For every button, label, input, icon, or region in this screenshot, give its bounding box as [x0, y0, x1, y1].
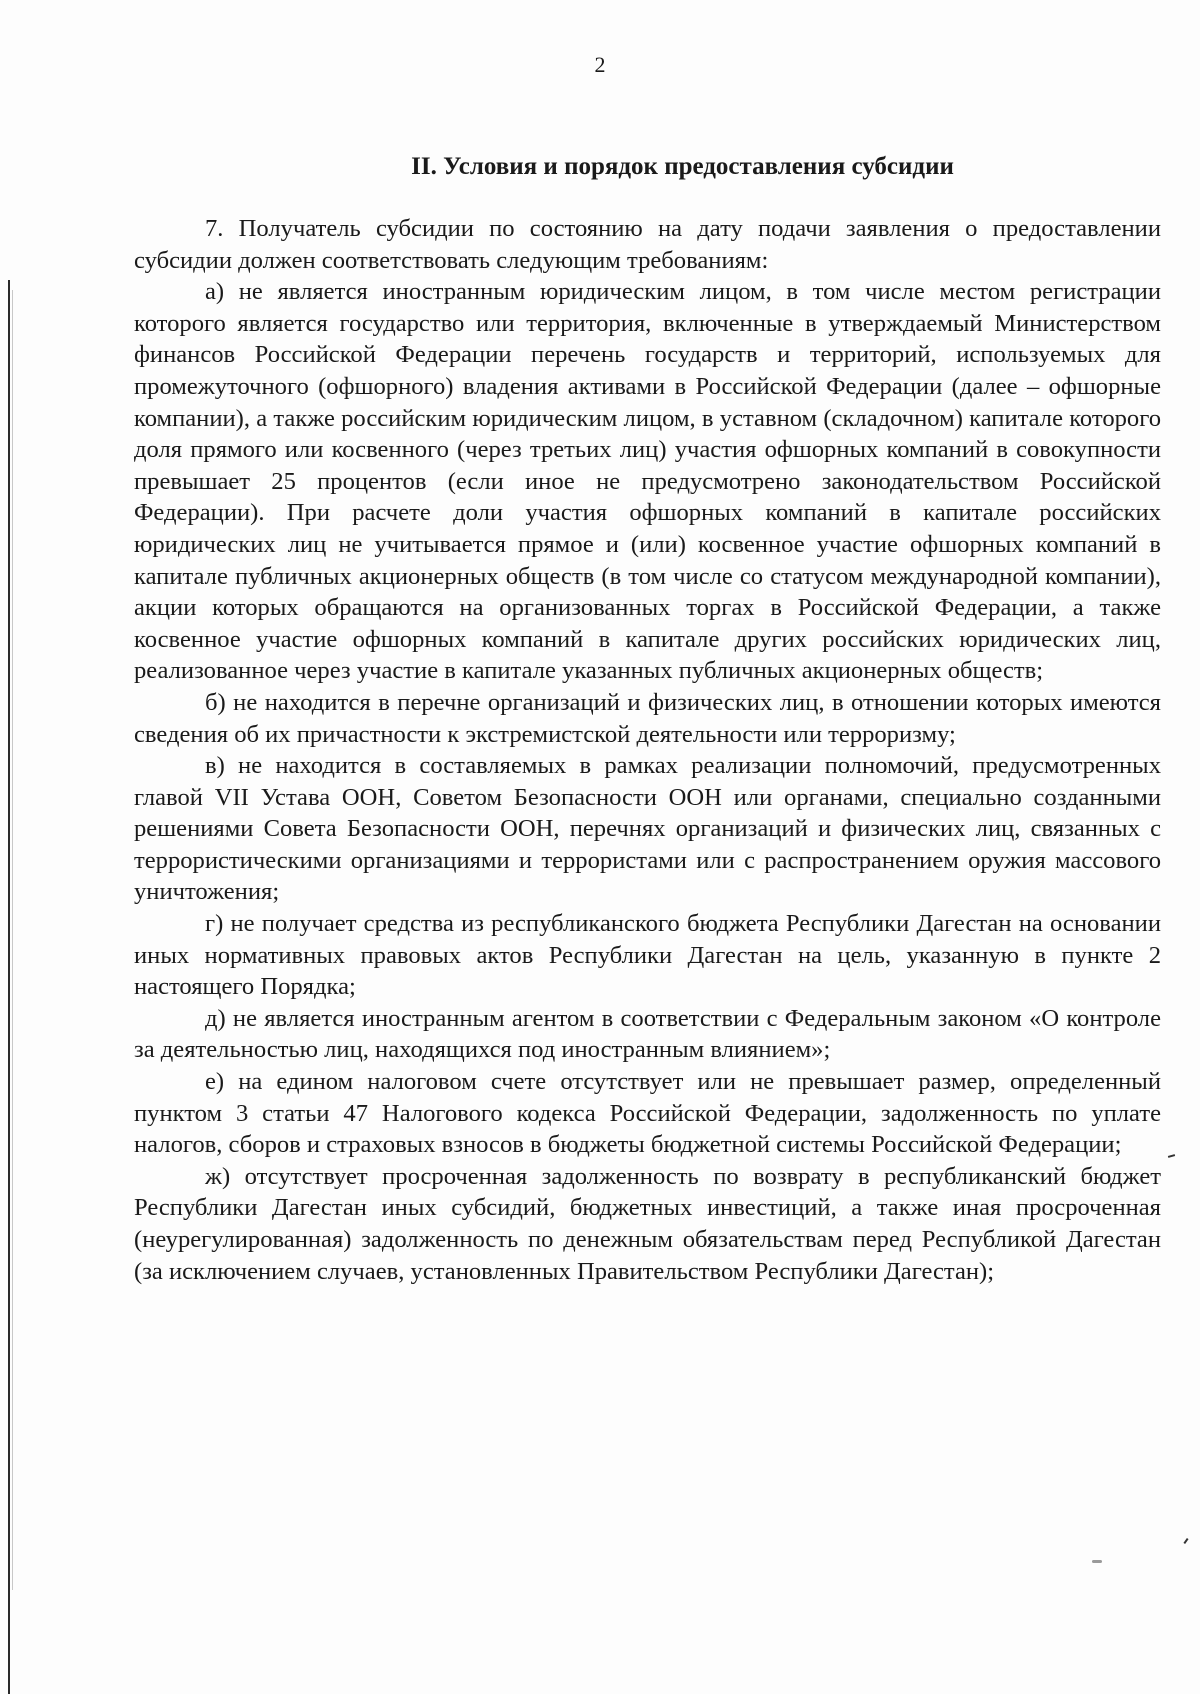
paragraph-item-v: в) не находится в составляемых в рамках реализации полномочий, предусмотренных главой VII Устава ООН, Советом Безопасности ООН или органами, специально созданными решениями Совета Безопасности ООН, перечнях организаций и физических лиц, связанных с террористическими организациями и террористами или с распространением оружия массового уничтожения; — [134, 752, 1161, 906]
paragraph-item-e: е) на едином налоговом счете отсутствует или не превышает размер, определенный пунктом 3 статьи 47 Налогового кодекса Российской Федерации, задолженность по уплате налогов, сборов и страховых взносов в бюджеты бюджетной системы Российской Федерации; — [134, 1068, 1161, 1159]
paragraph-item-zh: ж) отсутствует просроченная задолженность по возврату в республиканский бюджет Республики Дагестан иных субсидий, бюджетных инвестиций, а также иная просроченная (неурегулированная) задолженность по денежным обязательствам перед Республикой Дагестан (за исключением случаев, установленных Правительством Республики Дагестан); — [134, 1162, 1161, 1285]
scan-artifact-dash — [1168, 1154, 1175, 1158]
scan-border-shadow — [12, 290, 13, 1590]
body-text — [134, 213, 1161, 1287]
scan-artifact-speck — [1092, 1560, 1102, 1563]
paragraph-item-a: а) не является иностранным юридическим лицом, в том числе местом регистрации которого является государство или территория, включенные в утверждаемый Министерством финансов Российской Федерации перечень государств и территорий, используемых для промежуточного (офшорного) владения активами в Российской Федерации (далее – офшорные компании), а также российским юридическим лицом, в уставном (складочном) капитале которого доля прямого или косвенного (через третьих лиц) участия офшорных компаний в совокупности превышает 25 процентов (если иное не предусмотрено законодательством Российской Федерации). При расчете доли участия офшорных компаний в капитале российских юридических лиц не учитывается прямое и (или) косвенное участие офшорных компаний в капитале публичных акционерных обществ (в том числе со статусом международной компании), акции которых обращаются на организованных торгах в Российской Федерации, а также косвенное участие офшорных компаний в капитале других российских юридических лиц, реализованное через участие в капитале указанных публичных акционерных обществ; — [134, 278, 1161, 685]
scan-artifact-tick — [1183, 1538, 1188, 1544]
paragraph-7-intro: 7. Получатель субсидии по состоянию на дату подачи заявления о предоставлении субсидии должен соответствовать следующим требованиям: — [134, 215, 1161, 274]
paragraph-item-b: б) не находится в перечне организаций и физических лиц, в отношении которых имеются сведения об их причастности к экстремистской деятельности или терроризму; — [134, 688, 1161, 748]
paragraph-item-d: д) не является иностранным агентом в соответствии с Федеральным законом «О контроле за деятельностью лиц, находящихся под иностранным влиянием»; — [134, 1004, 1161, 1064]
paragraph-item-g: г) не получает средства из республиканского бюджета Республики Дагестан на основании иных нормативных правовых актов Республики Дагестан на цель, указанную в пункте 2 настоящего Порядка; — [134, 910, 1161, 1001]
section-title: II. Условия и порядок предоставления субсидии — [411, 153, 954, 180]
scan-border-line — [8, 280, 10, 1694]
page-number: 2 — [594, 52, 606, 77]
